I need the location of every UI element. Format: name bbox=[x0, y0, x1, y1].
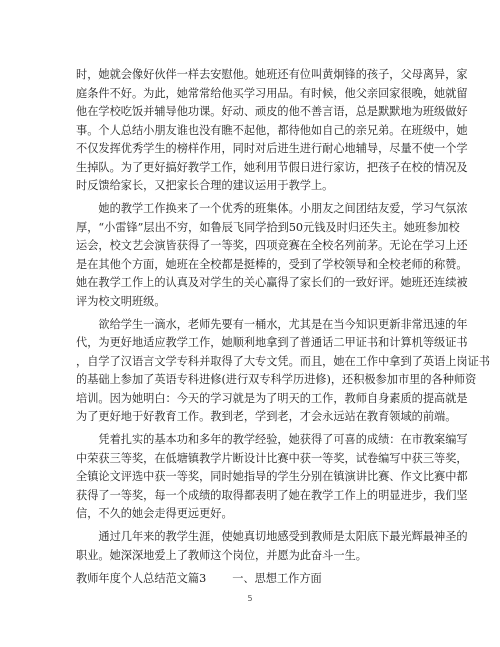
text-line: 厚，“小雷锋”层出不穷，如鲁辰飞同学拾到50元钱及时归还失主。她班参加校 bbox=[76, 220, 460, 234]
text-line: 中荣获三等奖，在低塘镇教学片断设计比赛中获一等奖，试卷编写中获三等奖， bbox=[76, 451, 468, 465]
text-line: 评为校文明班级。 bbox=[76, 294, 166, 308]
paragraph bbox=[76, 316, 490, 427]
paragraph bbox=[76, 66, 468, 196]
text-line: 的基础上参加了英语专科进修(进行双专科学历进修)，还积极参加市里的各种师资 bbox=[76, 373, 477, 386]
paragraph bbox=[76, 528, 468, 565]
page-number: 5 bbox=[247, 594, 253, 603]
text-line: 获得了一等奖，每一个成绩的取得都表明了她在教学工作上的明显进步，我们坚 bbox=[76, 488, 468, 502]
text-line: 是在其他个方面，她班在全校都是挺棒的，受到了学校领导和全校老师的称赞。 bbox=[76, 257, 468, 271]
text-line: 凭着扎实的基本功和多年的教学经验，她获得了可喜的成绩：在市教案编写 bbox=[98, 433, 468, 446]
text-line: 为了更好地于好教育工作。教到老，学到老，才会永远站在教育领域的前端。 bbox=[76, 410, 457, 423]
document-body bbox=[76, 66, 490, 588]
text-line: 庭条件不好。为此，她常常给他买学习用品。有时候，他父亲回家很晚，她就留 bbox=[76, 86, 468, 100]
text-line: 全镇论文评选中获一等奖，同时她指导的学生分别在镇演讲比赛、作文比赛中都 bbox=[76, 470, 468, 483]
text-line: 职业。她深深地爱上了教师这个岗位，并愿为此奋斗一生。 bbox=[76, 548, 367, 562]
text-line: 她的教学工作换来了一个优秀的班集体。小朋友之间团结友爱，学习气氛浓 bbox=[98, 202, 468, 215]
text-line: 时，她就会像好伙伴一样去安慰他。她班还有位叫黄炯锋的孩子，父母离异，家 bbox=[76, 68, 468, 81]
heading-title: 教师年度个人总结范文篇3 bbox=[76, 571, 207, 585]
text-line: 培训。因为她明白：今天的学习就是为了明天的工作，教师自身素质的提高就是 bbox=[76, 391, 468, 405]
text-line: 她在教学工作上的认真及对学生的关心赢得了家长们的一致好评。她班还连续被 bbox=[76, 276, 468, 289]
text-line: 时反馈给家长，又把家长合理的建议运用于教学上。 bbox=[76, 179, 334, 192]
paragraph bbox=[76, 200, 468, 311]
text-line: 不仅发挥优秀学生的榜样作用，同时对后进生进行耐心地辅导，尽量不使一个学 bbox=[76, 142, 468, 155]
text-line: ，自学了汉语言文学专科并取得了大专文凭。而且，她在工作中拿到了英语上岗证书 bbox=[76, 354, 490, 368]
text-line: 他在学校吃饭并辅导他功课。好动、顽皮的他不善言语，总是默默地为班级做好 bbox=[76, 105, 468, 118]
text-line: 欲给学生一滴水，老师先要有一桶水，尤其是在当今知识更新非常迅速的年 bbox=[98, 317, 468, 331]
text-line: 信，不久的她会走得更远更好。 bbox=[76, 507, 233, 520]
text-line: 运会，校文艺会演皆获得了一等奖，四项竞赛在全校名列前茅。无论在学习上还 bbox=[76, 239, 468, 252]
text-line: 事。个人总结小朋友谁也没有瞧不起他，都待他如自己的亲兄弟。在班级中，她 bbox=[76, 123, 468, 137]
text-line: 生掉队。为了更好搞好教学工作，她利用节假日进行家访，把孩子在校的情况及 bbox=[76, 160, 468, 174]
paragraph bbox=[76, 431, 468, 524]
heading-section: 一、思想工作方面 bbox=[232, 571, 322, 585]
text-line: 通过几年来的教学生涯，使她真切地感受到教师是太阳底下最光辉最神圣的 bbox=[98, 530, 468, 543]
text-line: 代，为更好地适应教学工作，她顺利地拿到了普通话二甲证书和计算机等级证书 bbox=[76, 336, 468, 349]
section-heading bbox=[76, 570, 428, 589]
